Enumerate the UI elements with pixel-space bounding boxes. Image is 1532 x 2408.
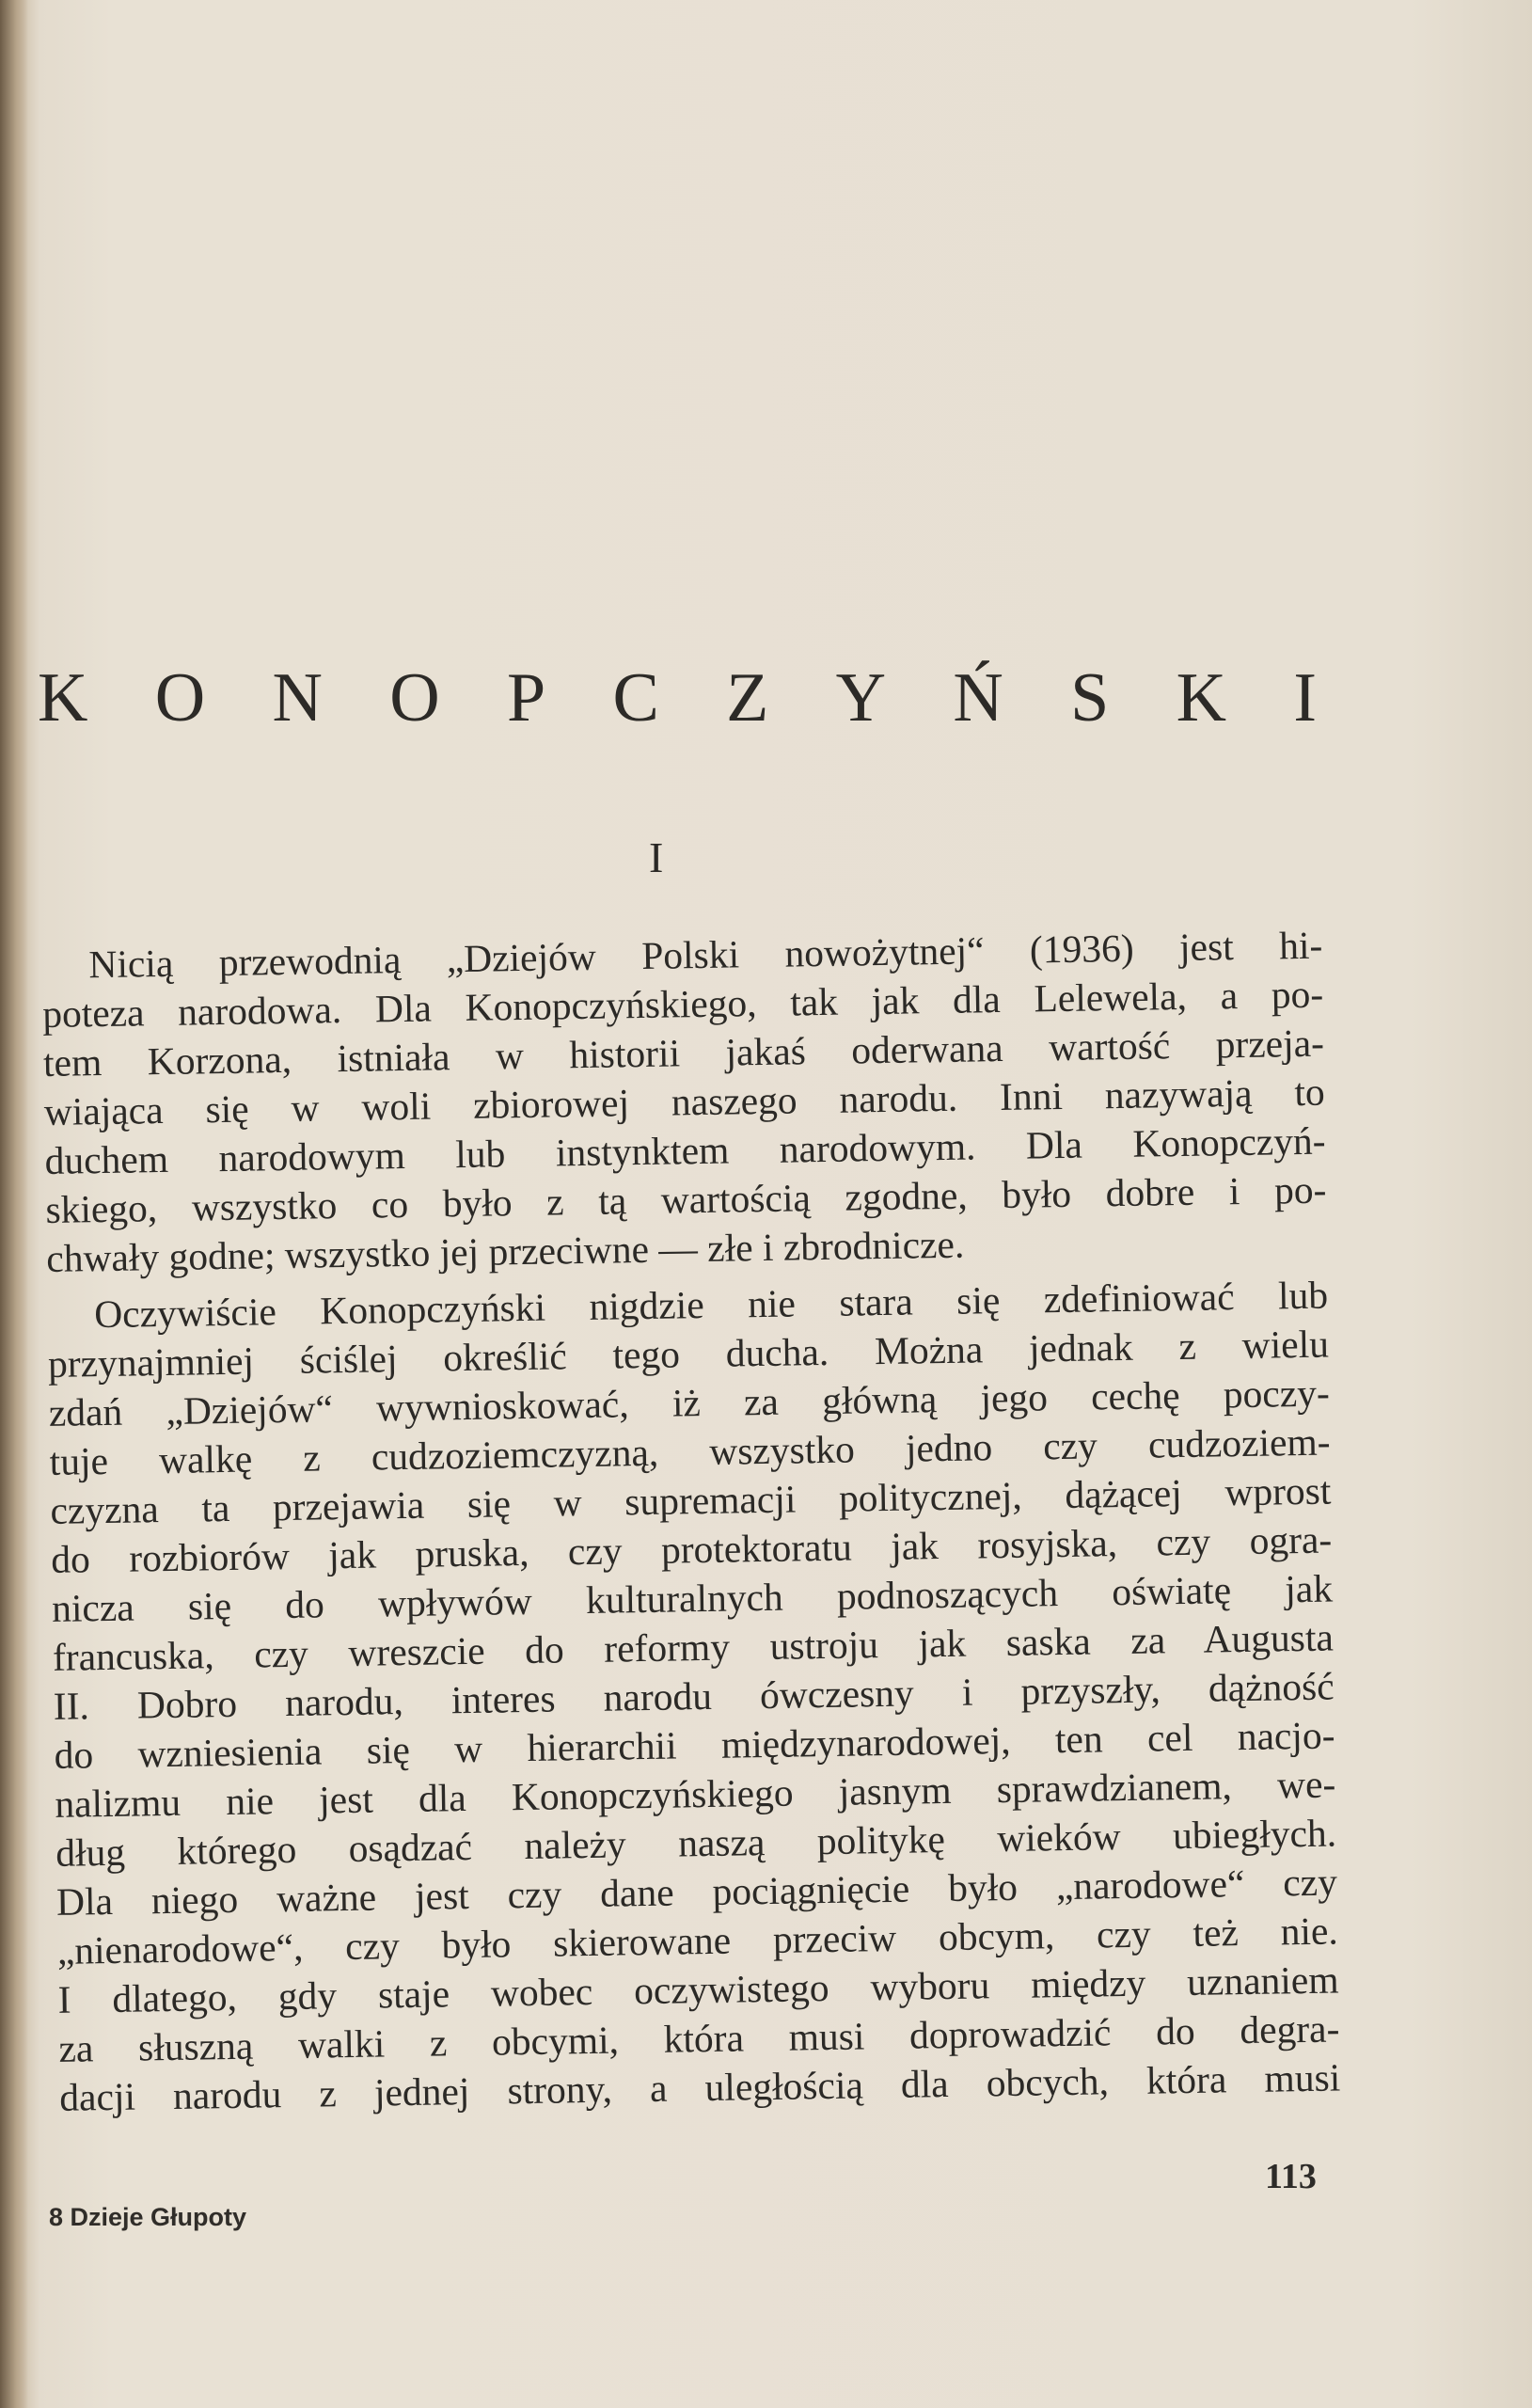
chapter-title-letter: S xyxy=(1070,659,1110,737)
text-line: przynajmniej ściślej określić tego ducha. Można jednak z wielu xyxy=(47,1322,1330,1386)
text-line: nalizmu nie jest dla Konopczyńskiego jasnym sprawdzianem, we- xyxy=(55,1762,1336,1826)
chapter-title-letter: Y xyxy=(835,659,887,737)
page-gutter-shadow xyxy=(0,0,28,2408)
text-line: skiego, wszystko co było z tą wartością zgodne, było dobre i po- xyxy=(45,1167,1327,1231)
text-line: nicza się do wpływów kulturalnych podnoszących oświatę jak xyxy=(51,1566,1334,1630)
text-line: zdań „Dziejów“ wywnioskować, iż za główną jego cechę poczy- xyxy=(48,1370,1331,1434)
chapter-title xyxy=(38,658,1317,738)
text-line: dacji narodu z jednej strony, a uległością dla obcych, która musi xyxy=(58,2055,1341,2119)
body-text xyxy=(41,921,1341,2122)
text-line: wiająca się w woli zbiorowej naszego narodu. Inni nazywają to xyxy=(43,1069,1326,1133)
chapter-title-letter: K xyxy=(38,659,88,737)
text-line: tuje walkę z cudzoziemczyzną, wszystko jedno czy cudzoziem- xyxy=(49,1419,1331,1483)
chapter-title-letter: O xyxy=(154,659,206,737)
text-line: czyzna ta przejawia się w supremacji politycznej, dążącej wprost xyxy=(50,1468,1332,1532)
chapter-title-letter: O xyxy=(389,659,440,737)
chapter-title-letter: Z xyxy=(726,659,769,737)
text-line: dług którego osądzać należy naszą politykę wieków ubiegłych. xyxy=(55,1811,1337,1875)
page-number: 113 xyxy=(1265,2157,1317,2196)
text-line: za słuszną walki z obcymi, która musi doprowadzić do degra- xyxy=(58,2006,1340,2070)
section-number: I xyxy=(649,833,664,881)
text-line: chwały godne; wszystko jej przeciwne — złe i zbrodnicze. xyxy=(45,1222,965,1280)
chapter-title-letter: N xyxy=(272,659,323,737)
chapter-title-letter: Ń xyxy=(953,659,1003,737)
text-line: francuska, czy wreszcie do reformy ustroju jak saska za Augusta xyxy=(52,1615,1335,1679)
text-line: do wzniesienia się w hierarchii międzynarodowej, ten cel nacjo- xyxy=(54,1713,1335,1777)
text-line: Nicią przewodnią „Dziejów Polski nowożytnej“ (1936) jest hi- xyxy=(88,923,1323,987)
chapter-title-letter: K xyxy=(1176,659,1227,737)
text-line: II. Dobro narodu, interes narodu ówczesny i przyszły, dążność xyxy=(53,1664,1335,1728)
text-line: duchem narodowym lub instynktem narodowym. Dla Konopczyń- xyxy=(44,1118,1326,1182)
text-line: do rozbiorów jak pruska, czy protektoratu jak rosyjska, czy ogra- xyxy=(50,1517,1333,1581)
text-line: „nienarodowe“, czy było skierowane przeciw obcym, czy też nie. xyxy=(56,1909,1339,1972)
paragraph-1 xyxy=(41,921,1328,1283)
text-line: Dla niego ważne jest czy dane pociągnięcie było „narodowe“ czy xyxy=(55,1860,1338,1924)
printer-signature: 8 Dzieje Głupoty xyxy=(49,2203,247,2231)
chapter-title-letter: I xyxy=(1293,659,1317,737)
chapter-title-letter: C xyxy=(612,659,659,737)
text-line: I dlatego, gdy staje wobec oczywistego wyboru między uznaniem xyxy=(57,1957,1339,2021)
chapter-title-letter: P xyxy=(507,659,546,737)
text-line: Oczywiście Konopczyński nigdzie nie stara się zdefiniować lub xyxy=(93,1273,1329,1337)
paragraph-2 xyxy=(47,1271,1341,2122)
text-line: poteza narodowa. Dla Konopczyńskiego, tak jak dla Lelewela, a po- xyxy=(41,972,1324,1036)
text-line: tem Korzona, istniała w historii jakaś oderwana wartość przeja- xyxy=(42,1021,1325,1085)
